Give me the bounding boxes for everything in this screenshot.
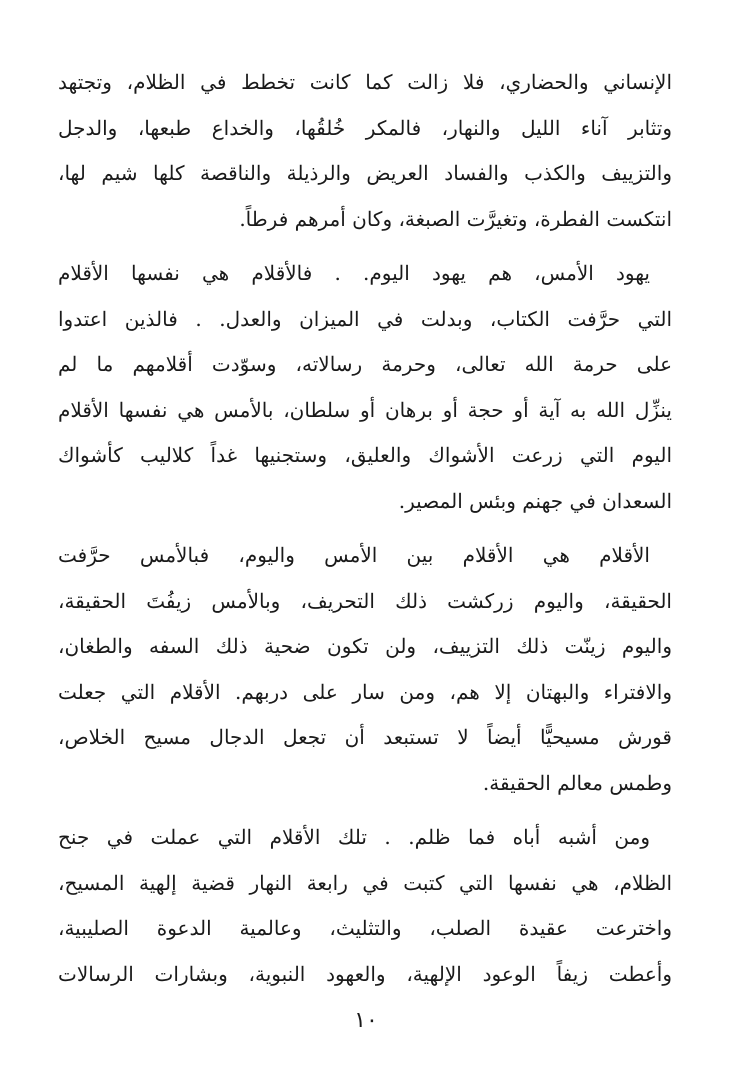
text-line: وتثابر آناء الليل والنهار، فالمكر خُلقُها، والخداع طبعها، والدجل [58,115,672,140]
text-line: ينزِّل الله به آية أو حجة أو برهان أو سلطان، بالأمس هي نفسها الأقلام [58,397,672,422]
text-line: انتكست الفطرة، وتغيرَّت الصبغة، وكان أمرهم فرطاً. [239,206,672,231]
text-line: واخترعت عقيدة الصلب، والتثليث، وعالمية الدعوة الصليبية، [58,916,672,940]
text-line: على حرمة الله تعالى، وحرمة رسالاته، وسوّدت أقلامهم ما لم [58,352,672,376]
text-line: وطمس معالم الحقيقة. [482,770,672,795]
text-line: ومن أشبه أباه فما ظلم. . تلك الأقلام التي عملت في جنح [58,825,650,849]
text-line: الأقلام هي الأقلام بين الأمس واليوم، فبالأمس حرَّفت [58,543,650,567]
text-line: يهود الأمس، هم يهود اليوم. . فالأقلام هي نفسها الأقلام [58,261,650,285]
text-line: التي حرَّفت الكتاب، وبدلت في الميزان والعدل. . فالذين اعتدوا [58,306,672,331]
text-line: قورش مسيحيًّا أيضاً لا تستبعد أن تجعل الدجال مسيح الخلاص، [58,725,672,749]
body-text [58,60,672,1006]
text-line: وأعطت زيفاً الوعود الإلهية، والعهود النبوية، وبشارات الرسالات [58,961,672,986]
text-line: واليوم زينّت ذلك التزييف، ولن تكون ضحية ذلك السفه والطغان، [58,634,672,658]
paragraph-4 [58,815,672,997]
paragraph-3 [58,533,672,806]
text-line: السعدان في جهنم وبئس المصير. [398,488,672,513]
text-line: الحقيقة، واليوم زركشت ذلك التحريف، وبالأمس زيفُتَ الحقيقة، [58,588,672,613]
page-number: ١٠ [354,1008,378,1033]
paragraph-1 [58,60,672,242]
text-line: والتزييف والكذب والفساد العريض والرذيلة والناقصة كلها شيم لها، [58,161,672,185]
paragraph-2 [58,251,672,524]
text-line: الظلام، هي نفسها التي كتبت في رابعة النهار قضية إلهية المسيح، [58,870,672,895]
text-line: الإنساني والحضاري، فلا زالت كما كانت تخطط في الظلام، وتجتهد [58,70,672,94]
text-line: والافتراء والبهتان إلا هم، ومن سار على دربهم. الأقلام التي جعلت [58,679,672,704]
text-line: اليوم التي زرعت الأشواك والعليق، وستجنيها غداً كلاليب كأشواك [58,443,672,467]
